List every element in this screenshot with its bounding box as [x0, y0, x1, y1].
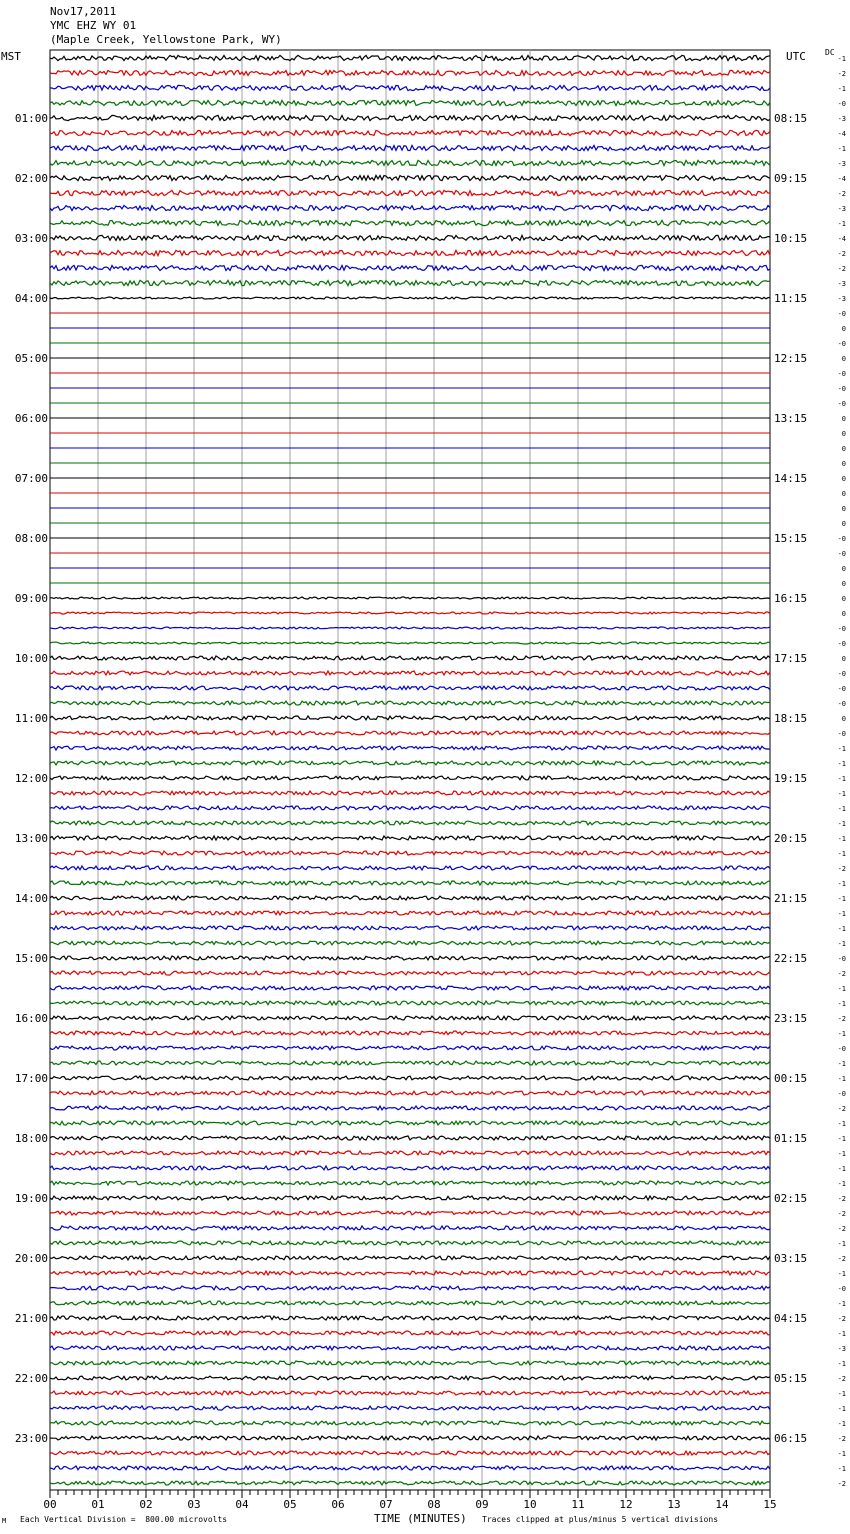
seismic-trace — [50, 656, 770, 660]
dc-offset-label: -1 — [837, 790, 846, 798]
seismic-trace — [50, 1076, 770, 1080]
seismic-trace — [50, 220, 770, 225]
seismic-trace — [50, 1061, 770, 1065]
seismic-trace — [50, 280, 770, 285]
seismic-trace — [50, 55, 770, 60]
dc-offset-label: -1 — [837, 940, 846, 948]
dc-offset-label: -2 — [837, 190, 846, 198]
seismic-trace — [50, 1046, 770, 1050]
seismic-trace — [50, 1181, 770, 1185]
utc-hour-label: 21:15 — [774, 892, 808, 905]
seismic-trace — [50, 1346, 770, 1350]
mst-hour-label: 05:00 — [14, 352, 48, 365]
seismic-trace — [50, 70, 770, 75]
dc-offset-label: -3 — [837, 160, 846, 168]
mst-hour-label: 18:00 — [14, 1132, 48, 1145]
dc-offset-label: -2 — [837, 250, 846, 258]
x-tick-label: 08 — [427, 1498, 441, 1511]
dc-offset-label: 0 — [841, 655, 846, 663]
x-tick-label: 04 — [235, 1498, 249, 1511]
dc-offset-label: -2 — [837, 865, 846, 873]
utc-hour-label: 01:15 — [774, 1132, 808, 1145]
mst-hour-label: 10:00 — [14, 652, 48, 665]
dc-offset-label: -0 — [837, 370, 846, 378]
dc-offset-label: -3 — [837, 295, 846, 303]
seismic-trace — [50, 1331, 770, 1335]
mst-hour-label: 19:00 — [14, 1192, 48, 1205]
seismic-trace — [50, 716, 770, 720]
x-tick-label: 03 — [187, 1498, 201, 1511]
dc-offset-label: 0 — [841, 475, 846, 483]
dc-offset-label: -2 — [837, 1015, 846, 1023]
dc-offset-label: -0 — [837, 685, 846, 693]
mst-hour-label: 08:00 — [14, 532, 48, 545]
seismic-trace — [50, 1136, 770, 1140]
dc-offset-label: -0 — [837, 550, 846, 558]
seismic-trace — [50, 731, 770, 735]
mst-hour-label: 07:00 — [14, 472, 48, 485]
dc-offset-label: -2 — [837, 1255, 846, 1263]
utc-hour-label: 23:15 — [774, 1012, 808, 1025]
dc-offset-label: -1 — [837, 1300, 846, 1308]
dc-offset-label: -0 — [837, 1090, 846, 1098]
dc-offset-label: -1 — [837, 895, 846, 903]
seismic-trace — [50, 1271, 770, 1275]
dc-offset-label: 0 — [841, 520, 846, 528]
seismic-trace — [50, 986, 770, 990]
dc-offset-label: -4 — [837, 175, 846, 183]
dc-offset-label: -2 — [837, 1315, 846, 1323]
seismic-trace — [50, 866, 770, 870]
mst-hour-label: 09:00 — [14, 592, 48, 605]
utc-hour-label: 10:15 — [774, 232, 808, 245]
dc-offset-label: -1 — [837, 985, 846, 993]
seismic-trace — [50, 642, 770, 644]
dc-offset-label: -0 — [837, 700, 846, 708]
dc-offset-label: 0 — [841, 325, 846, 333]
x-tick-label: 02 — [139, 1498, 153, 1511]
seismic-trace — [50, 1301, 770, 1305]
dc-offset-label: -0 — [837, 1285, 846, 1293]
dc-offset-label: 0 — [841, 715, 846, 723]
dc-offset-label: -1 — [837, 1360, 846, 1368]
dc-offset-label: -3 — [837, 205, 846, 213]
utc-hour-label: 17:15 — [774, 652, 808, 665]
seismic-trace — [50, 1211, 770, 1215]
mst-hour-label: 22:00 — [14, 1372, 48, 1385]
dc-offset-label: 0 — [841, 565, 846, 573]
utc-hour-label: 22:15 — [774, 952, 808, 965]
seismic-trace — [50, 1001, 770, 1005]
dc-offset-label: 0 — [841, 445, 846, 453]
seismic-trace — [50, 1166, 770, 1170]
dc-offset-label: -0 — [837, 670, 846, 678]
mst-hour-label: 21:00 — [14, 1312, 48, 1325]
x-tick-label: 00 — [43, 1498, 57, 1511]
dc-offset-label: -3 — [837, 280, 846, 288]
dc-offset-label: 0 — [841, 355, 846, 363]
mst-hour-label: 23:00 — [14, 1432, 48, 1445]
dc-offset-label: -1 — [837, 1060, 846, 1068]
seismic-trace — [50, 100, 770, 105]
seismic-trace — [50, 627, 770, 629]
clip-note: Traces clipped at plus/minus 5 vertical divisions — [482, 1515, 719, 1524]
utc-hour-label: 05:15 — [774, 1372, 808, 1385]
seismic-trace — [50, 956, 770, 960]
x-tick-label: 01 — [91, 1498, 105, 1511]
mst-hour-label: 03:00 — [14, 232, 48, 245]
seismic-trace — [50, 1316, 770, 1320]
dc-offset-label: -2 — [837, 265, 846, 273]
dc-offset-label: -0 — [837, 385, 846, 393]
dc-offset-label: 0 — [841, 505, 846, 513]
dc-offset-label: -1 — [837, 850, 846, 858]
seismic-trace — [50, 1106, 770, 1110]
utc-hour-label: 09:15 — [774, 172, 808, 185]
dc-offset-label: -0 — [837, 955, 846, 963]
seismic-trace — [50, 190, 770, 195]
mst-hour-label: 17:00 — [14, 1072, 48, 1085]
dc-offset-label: -4 — [837, 235, 846, 243]
dc-offset-label: -1 — [837, 1420, 846, 1428]
dc-offset-label: -1 — [837, 1270, 846, 1278]
dc-offset-label: 0 — [841, 610, 846, 618]
seismic-trace — [50, 85, 770, 90]
utc-hour-label: 06:15 — [774, 1432, 808, 1445]
dc-offset-label: -1 — [837, 1075, 846, 1083]
seismic-trace — [50, 1376, 770, 1380]
seismic-trace — [50, 250, 770, 255]
seismic-trace — [50, 1421, 770, 1425]
dc-offset-label: -0 — [837, 340, 846, 348]
utc-hour-label: 13:15 — [774, 412, 808, 425]
dc-offset-label: -1 — [837, 220, 846, 228]
seismic-trace — [50, 701, 770, 705]
x-tick-label: 05 — [283, 1498, 297, 1511]
dc-offset-label: -2 — [837, 1480, 846, 1488]
dc-offset-label: -4 — [837, 130, 846, 138]
seismic-trace — [50, 1481, 770, 1485]
x-tick-label: 07 — [379, 1498, 393, 1511]
utc-hour-label: 08:15 — [774, 112, 808, 125]
seismic-trace — [50, 1031, 770, 1035]
mst-hour-label: 02:00 — [14, 172, 48, 185]
utc-hour-label: 02:15 — [774, 1192, 808, 1205]
seismic-trace — [50, 115, 770, 120]
seismic-trace — [50, 776, 770, 780]
dc-offset-label: 0 — [841, 580, 846, 588]
dc-offset-label: -0 — [837, 310, 846, 318]
x-tick-label: 11 — [571, 1498, 585, 1511]
dc-offset-label: -1 — [837, 925, 846, 933]
dc-offset-label: -1 — [837, 1000, 846, 1008]
dc-offset-label: -1 — [837, 880, 846, 888]
dc-offset-label: -0 — [837, 400, 846, 408]
dc-offset-label: -0 — [837, 535, 846, 543]
mst-hour-label: 01:00 — [14, 112, 48, 125]
seismic-trace — [50, 1196, 770, 1200]
seismic-trace — [50, 941, 770, 945]
station-label: YMC EHZ WY 01 — [50, 19, 137, 32]
utc-hour-label: 03:15 — [774, 1252, 808, 1265]
seismic-trace — [50, 145, 770, 150]
dc-offset-header: DC — [825, 48, 835, 57]
x-tick-label: 09 — [475, 1498, 489, 1511]
seismic-trace — [50, 1256, 770, 1260]
x-tick-label: 10 — [523, 1498, 537, 1511]
corner-mark: M — [2, 1517, 7, 1525]
seismic-trace — [50, 881, 770, 885]
seismic-trace — [50, 1466, 770, 1470]
seismic-trace — [50, 1406, 770, 1410]
utc-hour-label: 20:15 — [774, 832, 808, 845]
seismic-trace — [50, 926, 770, 930]
seismic-trace — [50, 130, 770, 135]
seismic-trace — [50, 1436, 770, 1440]
seismic-trace — [50, 160, 770, 165]
dc-offset-label: -0 — [837, 640, 846, 648]
mst-hour-label: 15:00 — [14, 952, 48, 965]
seismic-trace — [50, 1451, 770, 1455]
seismic-trace — [50, 612, 770, 614]
dc-offset-label: -1 — [837, 775, 846, 783]
dc-offset-label: -1 — [837, 1030, 846, 1038]
dc-offset-label: -1 — [837, 1150, 846, 1158]
mst-hour-label: 12:00 — [14, 772, 48, 785]
x-tick-label: 12 — [619, 1498, 633, 1511]
location-label: (Maple Creek, Yellowstone Park, WY) — [50, 33, 282, 46]
dc-offset-label: -1 — [837, 910, 846, 918]
seismic-trace — [50, 235, 770, 240]
dc-offset-label: -1 — [837, 805, 846, 813]
mst-timezone-label: MST — [1, 50, 21, 63]
dc-offset-label: -0 — [837, 730, 846, 738]
dc-offset-label: -1 — [837, 835, 846, 843]
dc-offset-label: 0 — [841, 430, 846, 438]
mst-hour-label: 14:00 — [14, 892, 48, 905]
utc-hour-label: 14:15 — [774, 472, 808, 485]
dc-offset-label: -2 — [837, 1105, 846, 1113]
utc-hour-label: 04:15 — [774, 1312, 808, 1325]
seismic-trace — [50, 1361, 770, 1365]
dc-offset-label: -2 — [837, 1435, 846, 1443]
seismic-trace — [50, 806, 770, 810]
dc-offset-label: -1 — [837, 1120, 846, 1128]
dc-offset-label: -1 — [837, 1330, 846, 1338]
dc-offset-label: -2 — [837, 70, 846, 78]
seismic-trace — [50, 821, 770, 825]
seismic-trace — [50, 1241, 770, 1245]
mst-hour-label: 04:00 — [14, 292, 48, 305]
utc-timezone-label: UTC — [786, 50, 806, 63]
dc-offset-label: -2 — [837, 970, 846, 978]
dc-offset-label: -1 — [837, 1390, 846, 1398]
dc-offset-label: 0 — [841, 595, 846, 603]
dc-offset-label: -1 — [837, 1165, 846, 1173]
utc-hour-label: 15:15 — [774, 532, 808, 545]
dc-offset-label: -2 — [837, 1225, 846, 1233]
utc-hour-label: 00:15 — [774, 1072, 808, 1085]
dc-offset-label: -1 — [837, 1180, 846, 1188]
dc-offset-label: -1 — [837, 1450, 846, 1458]
seismic-trace — [50, 297, 770, 299]
utc-hour-label: 12:15 — [774, 352, 808, 365]
dc-offset-label: 0 — [841, 490, 846, 498]
seismic-trace — [50, 911, 770, 915]
mst-hour-label: 06:00 — [14, 412, 48, 425]
seismic-trace — [50, 746, 770, 750]
seismic-trace — [50, 597, 770, 599]
seismic-trace — [50, 851, 770, 855]
dc-offset-label: -1 — [837, 1135, 846, 1143]
date-label: Nov17,2011 — [50, 5, 117, 18]
seismic-trace — [50, 761, 770, 765]
dc-offset-label: -1 — [837, 85, 846, 93]
mst-hour-label: 20:00 — [14, 1252, 48, 1265]
seismic-trace — [50, 836, 770, 840]
utc-hour-label: 16:15 — [774, 592, 808, 605]
dc-offset-label: -1 — [837, 1465, 846, 1473]
seismic-trace — [50, 265, 770, 270]
dc-offset-label: -1 — [837, 1405, 846, 1413]
mst-hour-label: 11:00 — [14, 712, 48, 725]
vertical-division-note: Each Vertical Division = 800.00 microvolts — [20, 1515, 228, 1524]
dc-offset-label: -2 — [837, 1375, 846, 1383]
dc-offset-label: -3 — [837, 115, 846, 123]
dc-offset-label: -2 — [837, 1210, 846, 1218]
seismic-trace — [50, 1151, 770, 1155]
seismic-trace — [50, 1226, 770, 1230]
mst-hour-label: 13:00 — [14, 832, 48, 845]
dc-offset-label: 0 — [841, 415, 846, 423]
x-tick-label: 15 — [763, 1498, 777, 1511]
utc-hour-label: 18:15 — [774, 712, 808, 725]
x-axis-title: TIME (MINUTES) — [374, 1512, 467, 1525]
dc-offset-label: -3 — [837, 1345, 846, 1353]
dc-offset-label: -0 — [837, 625, 846, 633]
dc-offset-label: -1 — [837, 745, 846, 753]
seismic-trace — [50, 971, 770, 975]
seismic-trace — [50, 671, 770, 675]
utc-hour-label: 19:15 — [774, 772, 808, 785]
dc-offset-label: -0 — [837, 1045, 846, 1053]
seismic-trace — [50, 175, 770, 180]
seismic-trace — [50, 205, 770, 210]
dc-offset-label: 0 — [841, 460, 846, 468]
dc-offset-label: -1 — [837, 145, 846, 153]
x-tick-label: 14 — [715, 1498, 729, 1511]
x-tick-label: 06 — [331, 1498, 345, 1511]
seismic-trace — [50, 1391, 770, 1395]
seismic-trace — [50, 1016, 770, 1020]
dc-offset-label: -1 — [837, 1240, 846, 1248]
dc-offset-label: -1 — [837, 55, 846, 63]
seismic-trace — [50, 1121, 770, 1125]
dc-offset-label: -2 — [837, 1195, 846, 1203]
x-tick-label: 13 — [667, 1498, 681, 1511]
dc-offset-label: -1 — [837, 760, 846, 768]
seismic-trace — [50, 1091, 770, 1095]
dc-offset-label: -0 — [837, 100, 846, 108]
seismic-trace — [50, 1286, 770, 1290]
utc-hour-label: 11:15 — [774, 292, 808, 305]
mst-hour-label: 16:00 — [14, 1012, 48, 1025]
seismic-trace — [50, 896, 770, 900]
seismic-trace — [50, 686, 770, 690]
seismic-trace — [50, 791, 770, 795]
dc-offset-label: -1 — [837, 820, 846, 828]
